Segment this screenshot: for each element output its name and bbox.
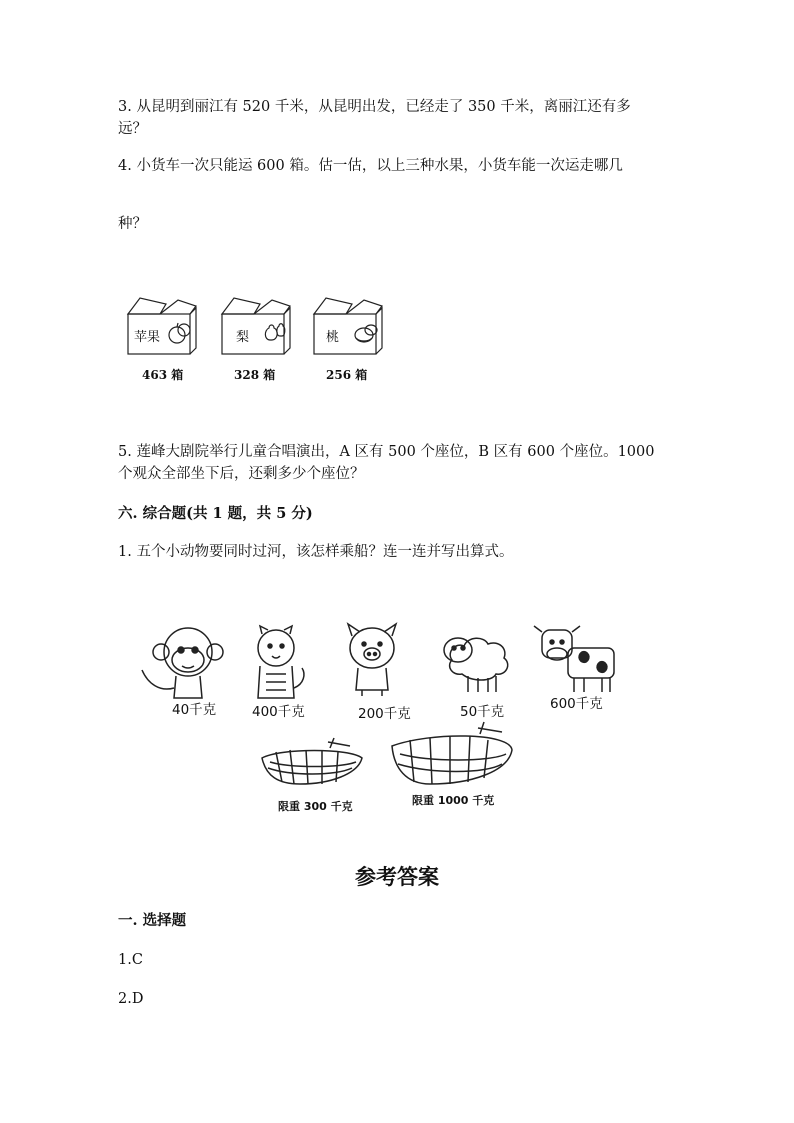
answer-item-1: 1.C <box>118 952 143 968</box>
tiger-icon <box>258 626 304 698</box>
box-count-apple: 463 箱 <box>142 368 184 382</box>
answer-item-2: 2.D <box>118 991 144 1007</box>
weight-monkey: 40千克 <box>172 702 217 718</box>
box-label-apple: 苹果 <box>134 330 161 345</box>
cow-icon <box>534 626 614 692</box>
weight-sheep: 50千克 <box>460 704 505 720</box>
weight-pig: 200千克 <box>358 706 411 722</box>
weight-tiger: 400千克 <box>252 704 305 720</box>
box-label-pear: 梨 <box>236 330 250 345</box>
weight-cow: 600千克 <box>550 696 603 712</box>
box-pear <box>222 298 290 354</box>
q4-line1: 4. 小货车一次只能运 600 箱。估一估，以上三种水果，小货车能一次运走哪几 <box>118 158 623 174</box>
q4-line2: 种？ <box>118 216 147 232</box>
answers-section1: 一. 选择题 <box>118 912 187 929</box>
box-label-peach: 桃 <box>326 330 340 345</box>
q3-line2: 远？ <box>118 121 147 137</box>
boat-small-icon <box>262 738 362 784</box>
fruit-boxes-figure <box>120 292 390 388</box>
boat-large-icon <box>392 722 512 784</box>
boat-small-label: 限重 300 千克 <box>278 800 353 813</box>
sheep-icon <box>444 638 508 692</box>
box-count-peach: 256 箱 <box>326 368 368 382</box>
monkey-icon <box>142 628 223 698</box>
pig-icon <box>348 624 396 696</box>
q3-line1: 3. 从昆明到丽江有 520 千米，从昆明出发，已经走了 350 千米，离丽江还有多 <box>118 99 631 115</box>
section6-heading: 六. 综合题(共 1 题，共 5 分) <box>118 505 313 522</box>
boat-large-label: 限重 1000 千克 <box>412 794 495 807</box>
q5-line1: 5. 莲峰大剧院举行儿童合唱演出，A 区有 500 个座位，B 区有 600 个座位。1000 <box>118 444 655 460</box>
box-peach <box>314 298 382 354</box>
box-count-pear: 328 箱 <box>234 368 276 382</box>
answers-title: 参考答案 <box>355 864 439 889</box>
q5-line2: 个观众全部坐下后，还剩多少个座位？ <box>118 466 365 482</box>
section6-q1: 1. 五个小动物要同时过河，该怎样乘船？连一连并写出算式。 <box>118 544 514 560</box>
animals-boats-figure <box>130 618 630 818</box>
